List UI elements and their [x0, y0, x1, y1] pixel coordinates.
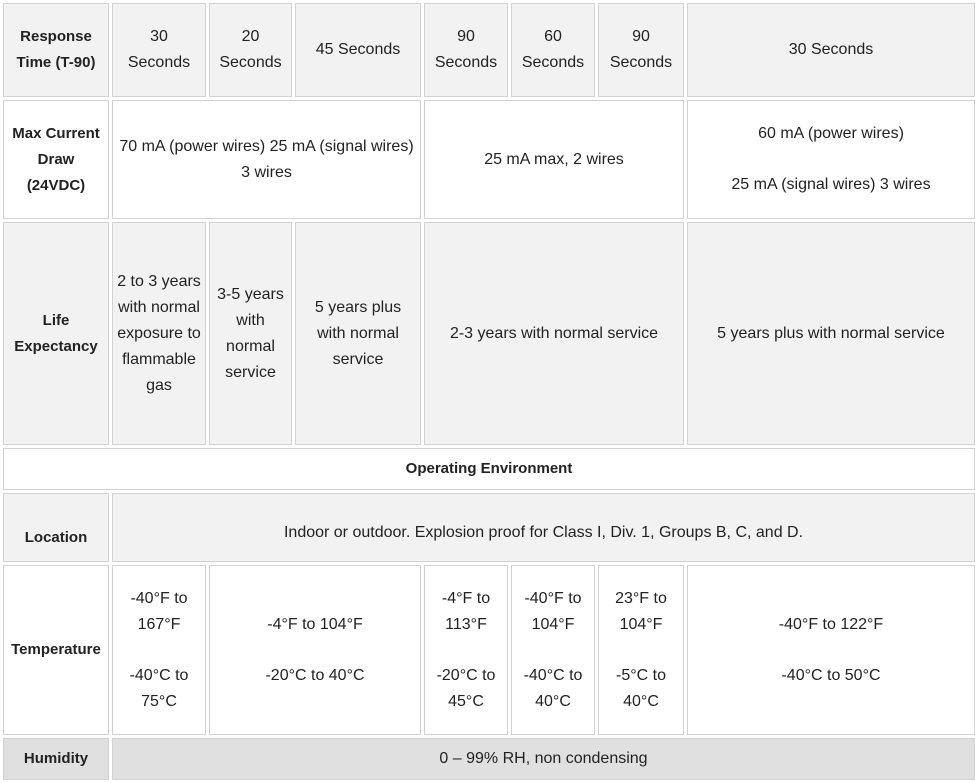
temp-celsius: -40°C to 75°C: [129, 666, 189, 710]
table-cell: 5 years plus with normal service: [687, 222, 975, 445]
table-cell: 0 – 99% RH, non condensing: [112, 738, 975, 780]
table-cell: 60 Seconds: [511, 3, 595, 97]
table-cell: 20 Seconds: [209, 3, 292, 97]
temp-fahrenheit: -40°F to 104°F: [524, 589, 582, 633]
row-label: Max Current Draw (24VDC): [3, 100, 109, 219]
row-life-expectancy: [3, 222, 975, 445]
table-cell: 30 Seconds: [687, 3, 975, 97]
row-operating-environment: [3, 448, 975, 490]
row-label: Humidity: [3, 738, 109, 780]
row-temperature: [3, 565, 975, 735]
table-cell: 45 Seconds: [295, 3, 421, 97]
table-cell: 25 mA max, 2 wires: [424, 100, 684, 219]
table-cell: [112, 565, 206, 735]
temp-celsius: -5°C to 40°C: [616, 666, 666, 710]
row-humidity: [3, 738, 975, 780]
table-cell: 70 mA (power wires) 25 mA (signal wires) 3 wires: [112, 100, 421, 219]
table-cell: [209, 565, 421, 735]
row-label: Location: [3, 493, 109, 562]
table-cell: 5 years plus with normal service: [295, 222, 421, 445]
row-location: [3, 493, 975, 562]
table-cell: [687, 565, 975, 735]
table-cell: [598, 565, 684, 735]
table-cell: 3-5 years with normal service: [209, 222, 292, 445]
section-heading: Operating Environment: [3, 448, 975, 490]
temp-celsius: -20°C to 45°C: [436, 666, 496, 710]
table-cell: 2-3 years with normal service: [424, 222, 684, 445]
temp-fahrenheit: 23°F to 104°F: [615, 589, 667, 633]
row-label: Life Expectancy: [3, 222, 109, 445]
cell-line: 25 mA (signal wires) 3 wires: [731, 176, 931, 193]
temp-fahrenheit: -40°F to 167°F: [130, 589, 188, 633]
table-cell: [687, 100, 975, 219]
row-label: Response Time (T-90): [3, 3, 109, 97]
table-cell: Indoor or outdoor. Explosion proof for Class I, Div. 1, Groups B, C, and D.: [112, 493, 975, 562]
table-cell: 2 to 3 years with normal exposure to flammable gas: [112, 222, 206, 445]
temp-celsius: -40°C to 50°C: [781, 666, 881, 684]
table-cell: 90 Seconds: [598, 3, 684, 97]
table-cell: [424, 565, 508, 735]
temp-fahrenheit: -4°F to 104°F: [267, 615, 363, 633]
row-max-current-draw: [3, 100, 975, 219]
cell-line: 60 mA (power wires): [758, 125, 904, 142]
table-cell: [511, 565, 595, 735]
temp-celsius: -20°C to 40°C: [265, 666, 365, 684]
row-label: Temperature: [3, 565, 109, 735]
temp-celsius: -40°C to 40°C: [523, 666, 583, 710]
row-response-time: [3, 3, 975, 97]
table-cell: 90 Seconds: [424, 3, 508, 97]
temp-fahrenheit: -40°F to 122°F: [778, 615, 884, 633]
table-cell: 30 Seconds: [112, 3, 206, 97]
temp-fahrenheit: -4°F to 113°F: [441, 589, 491, 633]
